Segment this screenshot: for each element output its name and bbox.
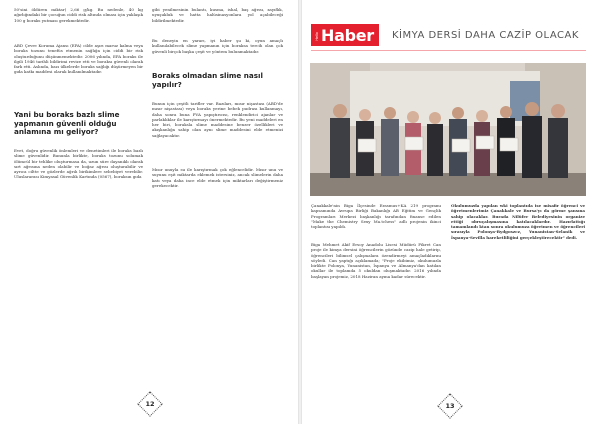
left-col2-heading: Boraks olmadan slime nasıl yapılır? [152,71,263,89]
logo-text: Haber [321,25,374,45]
left-col1-paragraph-3: Evet, doğru güvenlik önlemleri ve denetimleri ile boraks bazlı slime güvenlidir. Bununla birlikte, boraks tozunu solumak ölümcül bir tehlike oluşturmasa da, uzun süre dayanıklı olarak sırt ağrısına neden olabilir ve boğaz ağrısı oluşturabilir ve ayrıca ciltte ve gözlerde ağrılı birikimlere sebebiyet verebilir. Uluslararası Kimyasal Güvenlik Kartında (0567), boraksın gıda [14,148,143,180]
group-photo-illustration [310,63,586,196]
right-page-number [440,396,460,416]
page-gutter [298,0,302,424]
right-col1-paragraph-1: Çanakkale'nin Biga İlçesinde Erasmus+KA 219 programı kapsamında Avrupa Birliği Bakanlığı AB Eğitim ve Gençlik Programları Merkezi başkanlığı tarafından finanse edilen "Make the Chemistry Sexy Ma.tchess" adlı projenin ikinci toplantısı yapıldı. [311,203,441,230]
group-photo [310,63,586,196]
right-col1-paragraph-2: Biga Mehmet Akif Ersoy Anadolu Lisesi Müdürü Fikret Can proje ile kimya dersini öğrencilerin gözünde cazip hale getirip, öğrencileri bilimsel çalışmalara özendirmeyi amaçladıklarını söyledi. Can yaptığı açıklamada; "Proje ekibimiz, okulumuzla birlikte Polonya, Yunanistan, İspanya ve Almanya'dan katılan okullar ile toplamda 5 okuldan oluşmaktadır. 2016 yılında başlayan projemiz, 2018 Haziran ayına kadar sürecektir. [311,242,441,279]
right-page-number-text: 13 [445,402,455,410]
logo-small-text: Hello [315,32,319,41]
left-page-number [140,394,160,414]
left-col2-paragraph-4: Mısır unuyla su ile karıştırmak çok eğlencelidir. Mısır unu ve suyunu eşit miktarda eklemek istersiniz, ancak slimelerin daha katı veya daha ince elde etmek için miktarları değiştirmeniz gerekecektir. [152,167,283,188]
left-col2-paragraph-2: Bu deneyin en yararı, iyi haber şu ki, oyun amaçlı kullanılabilecek slime yapmanın için boraksa tercih olan çok güvenli birçok başka çeşit ve yöntem bulunmaktadır. [152,38,283,54]
left-col1-paragraph-1: 50'sini öldüren miktar) 2,66 g/kg. Bu nedenle, 40 kg ağırlığındaki bir çocuğun ciddi risk altında olması için yaklaşık 100 g boraks yutması gerekmektedir. [14,7,143,23]
left-col2-paragraph-3: Bunun için çeşitli tarifler var. Bazıları, mısır nişastası (ABD'de mısır nişastası) veya boraks yerine bebek pudrası kullanmayı, daha sonra buna PVA yapıştırıcısı, renklendirici ajanlar ve parlaklıklar ile karıştırmayı önermektedir. Bu yeni maddeleri en her biri, boraksla slime maddesine benzer özellikleri ve akışkanlığa sahip olan aynı slime maddesini elde etmenizi sağlayacaktır. [152,101,283,138]
haber-logo [311,24,379,46]
left-col1-paragraph-2: ABD Çevre Koruma Ajansı (EPA) cilde aşırı maruz kalma veya boraks tozunu tenefüs etmenin sağlığa için ciddi bir risk oluşturduğunu düşünmemektedir. 2006 yılında, EPA boraks ile ilgili 1946 tarihli bildirimi revize etti ve boraksı güvenli olarak fark etti. Aslında, bazı ülkelerde boraks sağlığı düşürmeyen bir gıda katkı maddesi olarak kullanılmaktadır. [14,43,143,75]
left-col2-paragraph-1: gibi yenilmesinin bulantı, kusma, ishal, baş ağrısı, zayıflık, uyuşukluk ve hatta halüsinasyonlara yol açabileceği bildirilmektedir. [152,7,283,23]
left-col1-heading: Yani bu boraks bazlı slime yapmanın güvenli olduğu anlamına mı geliyor? [14,110,120,137]
right-col2-paragraph-1: Okulumuzda yapılan wki toplantıda ise misafir öğrenci ve öğretmenlerimiz Çanakkale ve Bursa'yı da görme şansına sahip olacaklar. Burada Nilüfer Belediyesinin organize ettiği obruçalışmasına katılacaklardır. Hazırlattığı tamamlandı ktan sonra okulumuza öğretmen ve öğrencileri sırasıyla Polonya-Bydgoszcz, Yunanistan-Selanik ve İspanya-Sevilla hareketliliğini gerçekleştirecektir" dedi. [451,203,585,240]
header-divider [311,50,586,51]
article-title: KİMYA DERSİ DAHA CAZİP OLACAK [392,30,579,41]
left-page-number-text: 12 [145,400,155,408]
